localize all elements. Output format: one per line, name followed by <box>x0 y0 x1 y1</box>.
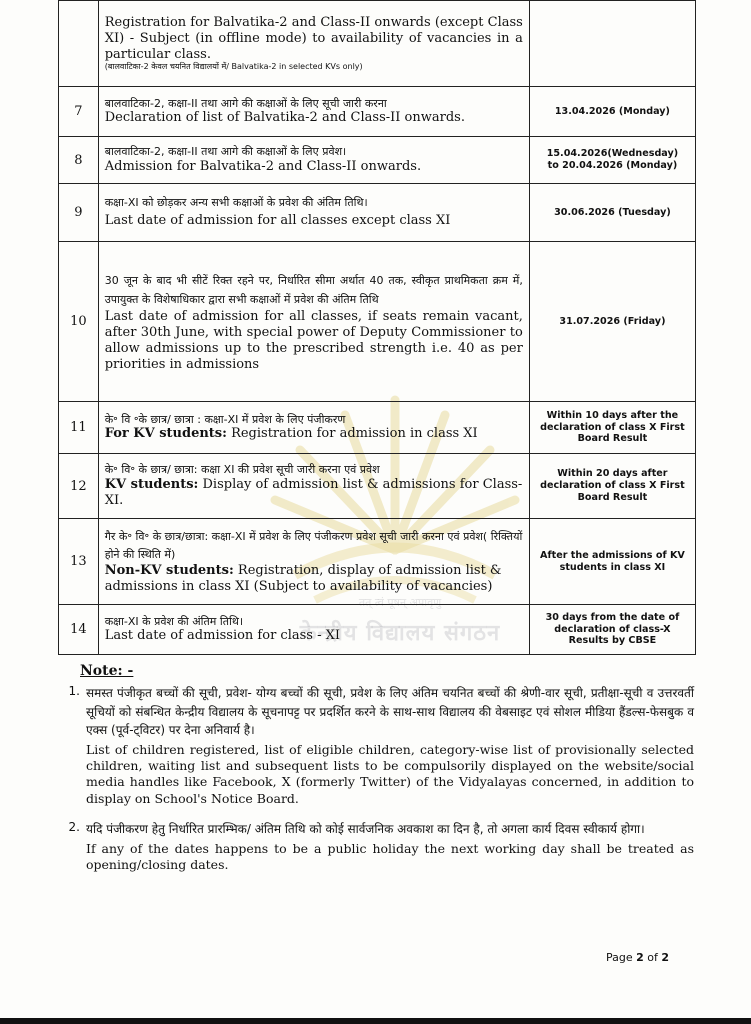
page-prefix: Page <box>606 951 633 964</box>
watermark-text: केन्द्रीय विद्यालय संगठन <box>299 621 501 646</box>
table-row <box>59 1 696 87</box>
row-label: KV students: <box>104 476 199 492</box>
row-description-hi: के॰ वि॰ के छात्र/ छात्रा: कक्षा XI की प्रवेश सूची जारी करना एवं प्रवेश <box>104 463 380 477</box>
row-note: (बालवाटिका-2 केवल चयनित विद्यालयों में/ Balvatika-2 in selected KVs only) <box>104 62 363 72</box>
row-number <box>59 1 99 87</box>
row-date: 13.04.2026 (Monday) <box>529 87 695 137</box>
row-date: 31.07.2026 (Friday) <box>529 242 695 402</box>
row-number: 14 <box>59 605 99 655</box>
row-description-en: Registration for admission in class XI <box>231 426 478 442</box>
row-number: 13 <box>59 519 99 605</box>
row-description-hi: बालवाटिका-2, कक्षा-II तथा आगे की कक्षाओं के लिए सूची जारी करना <box>104 96 387 110</box>
row-description-hi: कक्षा-XI को छोड़कर अन्य सभी कक्षाओं के प्रवेश की अंतिम तिथि। <box>104 195 368 209</box>
table-row <box>59 519 696 605</box>
row-description-hi: गैर के॰ वि॰ के छात्र/छात्रा: कक्षा-XI में प्रवेश के लिए पंजीकरण प्रवेश सूची जारी करना एवं प्रवेश( रिक्तियों होने की स्थिति में) <box>104 530 523 561</box>
watermark-motto: तत् त्वं पूषन् अपावृणु <box>358 596 442 609</box>
row-description-hi: 30 जून के बाद भी सीटें रिक्त रहने पर, निर्धारित सीमा अर्थात 40 तक, स्वीकृत प्राथमिकता क्रम में, उपायुक्त के विशेषाधिकार द्वारा सभी कक्षाओं में प्रवेश की अंतिम तिथि <box>104 273 523 306</box>
row-description-en: Registration for Balvatika-2 and Class-II onwards (except Class XI) - Subject (in offline mode) to availability of vacancies in a particular class. <box>104 14 523 62</box>
row-date: 30.06.2026 (Tuesday) <box>529 184 695 242</box>
note-number: 2. <box>68 820 80 834</box>
page-current: 2 <box>636 951 644 964</box>
bottom-edge <box>0 1018 751 1024</box>
row-description-en: Registration, display of admission list & admissions in class XI (Subject to availability of vacancies) <box>104 563 502 595</box>
page-of: of <box>647 951 658 964</box>
table-row <box>59 454 696 519</box>
table-row <box>59 184 696 242</box>
row-date: After the admissions of KV students in class XI <box>529 519 695 605</box>
row-date-start: 15.04.2026(Wednesday) <box>546 148 679 160</box>
page-total: 2 <box>661 951 670 964</box>
page-number <box>606 951 669 964</box>
row-description-en: Last date of admission for all classes except class XI <box>104 213 451 229</box>
table-row <box>59 242 696 402</box>
table-row <box>59 605 696 655</box>
notes-title: Note: - <box>80 663 134 679</box>
row-date: 30 days from the date of declaration of class-X Results by CBSE <box>529 605 695 655</box>
note-text-en: List of children registered, list of eligible children, category-wise list of provisionally selected children, waiting list and subsequent lists to be compulsorily displayed on the website/social media handles like Facebook, X (formerly Twitter) of the Vidyalayas concerned, in addition to display on School's Notice Board. <box>86 741 694 806</box>
row-description-hi: के॰ वि ॰के छात्र/ छात्रा : कक्षा-XI में प्रवेश के लिए पंजीकरण <box>104 412 346 426</box>
note-text-en: If any of the dates happens to be a public holiday the next working day shall be treated as opening/closing dates. <box>86 840 694 872</box>
table-row <box>59 402 696 454</box>
row-description-en: Last date of admission for all classes, if seats remain vacant, after 30th June, with special power of Deputy Commissioner to allow admissions up to the prescribed strength i.e. 40 as per priorities in admissions <box>104 309 523 372</box>
row-date <box>529 1 695 87</box>
row-number: 11 <box>59 402 99 454</box>
row-description-en: Last date of admission for class - XI <box>104 628 340 644</box>
note-item <box>58 684 694 807</box>
row-date: Within 20 days after declaration of class X First Board Result <box>529 454 695 519</box>
note-text-hi: समस्त पंजीकृत बच्चों की सूची, प्रवेश- योग्य बच्चों की सूची, प्रवेश के लिए अंतिम चयनित बच्चों की श्रेणी-वार सूची, प्रतीक्षा-सूची व उत्तरवर्ती सूचियों को संबन्धित केन्द्रीय विद्यालय के सूचनापट्ट पर प्रदर्शित करने के साथ-साथ विद्यालय की वेबसाइट एवं सोशल मीडिया हैंडल्स-फेसबुक व एक्स (पूर्व-ट्विटर) पर देना अनिवार्य है। <box>86 686 694 738</box>
row-number: 9 <box>59 184 99 242</box>
note-text-hi: यदि पंजीकरण हेतु निर्धारित प्रारम्भिक/ अंतिम तिथि को कोई सार्वजनिक अवकाश का दिन है, तो अगला कार्य दिवस स्वीकार्य होगा। <box>86 822 645 836</box>
table-row <box>59 137 696 184</box>
admission-schedule-table <box>58 0 696 655</box>
table-row <box>59 87 696 137</box>
row-description-en: Admission for Balvatika-2 and Class-II onwards. <box>104 158 422 174</box>
row-description-hi: कक्षा-XI के प्रवेश की अंतिम तिथि। <box>104 614 244 628</box>
row-label: For KV students: <box>104 426 227 442</box>
row-number: 8 <box>59 137 99 184</box>
row-number: 7 <box>59 87 99 137</box>
row-date-end: to 20.04.2026 (Monday) <box>547 160 678 171</box>
row-number: 12 <box>59 454 99 519</box>
note-number: 1. <box>68 684 80 698</box>
row-description-en: Declaration of list of Balvatika-2 and Class-II onwards. <box>104 110 465 126</box>
row-description-hi: बालवाटिका-2, कक्षा-II तथा आगे की कक्षाओं के लिए प्रवेश। <box>104 145 347 159</box>
row-description-en: Display of admission list & admissions for Class-XI. <box>104 476 523 508</box>
row-label: Non-KV students: <box>104 563 234 579</box>
row-date: Within 10 days after the declaration of class X First Board Result <box>529 402 695 454</box>
row-number: 10 <box>59 242 99 402</box>
note-item <box>58 820 694 873</box>
